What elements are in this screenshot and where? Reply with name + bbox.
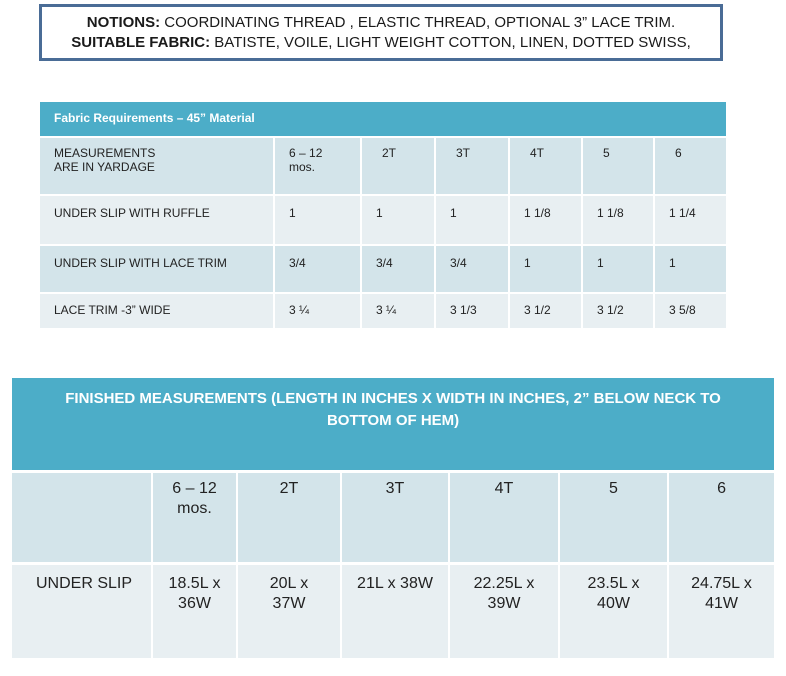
value-line1: 20L x (269, 575, 309, 592)
header-label-cell (40, 136, 273, 194)
notions-line (42, 13, 720, 33)
table-row (40, 244, 726, 292)
row-label: UNDER SLIP (12, 562, 151, 658)
table-row (40, 292, 726, 328)
row-label: UNDER SLIP WITH LACE TRIM (40, 244, 273, 292)
table-row (12, 562, 774, 658)
size-header-line2: mos. (289, 160, 316, 174)
fabric-line (42, 33, 720, 53)
table-cell: 1 (508, 244, 581, 292)
table-cell: 1 (273, 194, 360, 244)
value-line2: 39W (487, 595, 521, 612)
table-cell: 3 ¼ (273, 292, 360, 328)
finished-title-line2: BOTTOM OF HEM) (326, 412, 460, 429)
table-row (40, 136, 726, 194)
size-header-cell: 3T (340, 470, 448, 562)
table-cell (667, 562, 774, 658)
table-cell: 3/4 (434, 244, 508, 292)
size-header-cell: 6 (667, 470, 774, 562)
size-header-cell (151, 470, 236, 562)
value-line1: 24.75L x (691, 575, 752, 592)
header-label-line2: ARE IN YARDAGE (54, 160, 155, 174)
row-label: UNDER SLIP WITH RUFFLE (40, 194, 273, 244)
value-line1: 21L x 38W (357, 575, 433, 592)
table-cell: 1 1/4 (653, 194, 726, 244)
fabric-requirements-table (40, 102, 726, 328)
size-header-cell: 5 (558, 470, 667, 562)
fabric-label: SUITABLE FABRIC: (71, 34, 211, 51)
table-row (12, 470, 774, 562)
table-cell: 3 1/2 (508, 292, 581, 328)
notions-text: COORDINATING THREAD , ELASTIC THREAD, OPTIONAL 3” LACE TRIM. (160, 14, 676, 31)
size-header-cell: 3T (434, 136, 508, 194)
finished-title-line1: FINISHED MEASUREMENTS (LENGTH IN INCHES X WIDTH IN INCHES, 2” BELOW NECK TO (65, 390, 721, 407)
size-header-cell: 5 (581, 136, 653, 194)
table-cell: 1 (434, 194, 508, 244)
table-row (40, 194, 726, 244)
table-cell: 3/4 (273, 244, 360, 292)
table-cell (151, 562, 236, 658)
fabric-table-title: Fabric Requirements – 45” Material (40, 102, 726, 136)
row-label: LACE TRIM -3” WIDE (40, 292, 273, 328)
table-cell: 1 1/8 (508, 194, 581, 244)
fabric-text: BATISTE, VOILE, LIGHT WEIGHT COTTON, LINEN, DOTTED SWISS, (210, 34, 691, 51)
table-cell (448, 562, 558, 658)
table-cell: 1 1/8 (581, 194, 653, 244)
value-line1: 23.5L x (587, 575, 640, 592)
notions-label: NOTIONS: (86, 14, 161, 31)
table-cell: 1 (360, 194, 434, 244)
table-cell: 3 1/3 (434, 292, 508, 328)
size-header-cell: 4T (448, 470, 558, 562)
value-line1: 18.5L x (168, 575, 221, 592)
value-line2: 36W (178, 595, 211, 612)
value-line2: 37W (272, 595, 306, 612)
size-header-cell (273, 136, 360, 194)
finished-measurements-table (12, 378, 774, 658)
table-cell (340, 562, 448, 658)
size-header-cell: 4T (508, 136, 581, 194)
table-cell: 1 (581, 244, 653, 292)
size-header-line2: mos. (177, 500, 212, 517)
table-cell: 3 ¼ (360, 292, 434, 328)
table-cell: 3/4 (360, 244, 434, 292)
size-header-line1: 6 – 12 (172, 480, 217, 497)
value-line2: 41W (705, 595, 738, 612)
table-cell: 3 5/8 (653, 292, 726, 328)
value-line2: 40W (597, 595, 630, 612)
table-cell (236, 562, 340, 658)
table-cell: 1 (653, 244, 726, 292)
table-cell: 3 1/2 (581, 292, 653, 328)
header-label-line1: MEASUREMENTS (54, 146, 156, 160)
size-header-cell: 2T (360, 136, 434, 194)
size-header-cell: 2T (236, 470, 340, 562)
empty-header-cell (12, 470, 151, 562)
finished-table-title (12, 378, 774, 470)
value-line1: 22.25L x (473, 575, 535, 592)
size-header-line1: 6 – 12 (289, 146, 323, 160)
table-cell (558, 562, 667, 658)
notions-box (39, 4, 723, 61)
size-header-cell: 6 (653, 136, 726, 194)
